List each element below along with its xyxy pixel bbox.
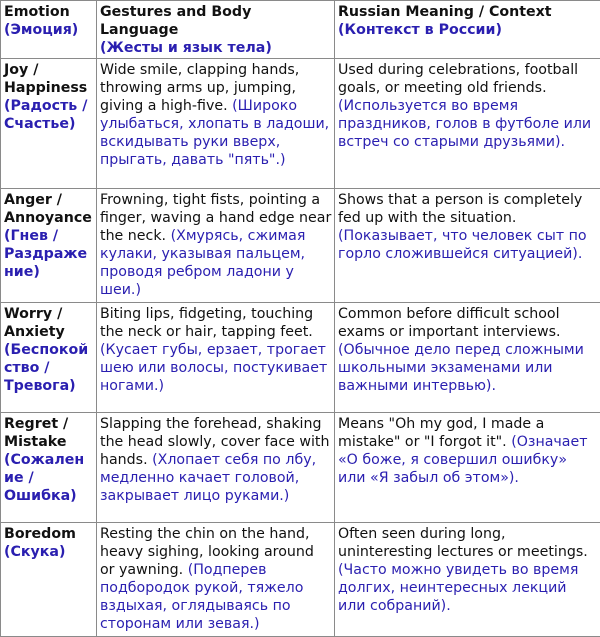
emotion-cell <box>1 189 97 303</box>
header-emotion <box>1 1 97 59</box>
meaning-en: Often seen during long, uninteresting lectures or meetings. <box>338 526 588 560</box>
emotion-cell <box>1 303 97 413</box>
gestures-cell <box>97 523 335 637</box>
meaning-en: Common before difficult school exams or important interviews. <box>338 306 561 340</box>
header-row <box>1 1 600 59</box>
table-row <box>1 189 600 303</box>
header-gestures <box>97 1 335 59</box>
meaning-ru: (Обычное дело перед сложными школьными экзаменами или важными интервью). <box>338 342 584 394</box>
emotion-ru: (Скука) <box>4 544 65 560</box>
gestures-ru: (Подперев подбородок рукой, тяжело вздыхая, оглядываясь по сторонам или зевая.) <box>100 562 303 632</box>
table-row <box>1 59 600 189</box>
gestures-ru: (Кусает губы, ерзает, трогает шею или волосы, постукивает ногами.) <box>100 342 327 394</box>
emotion-en: Joy / Happiness <box>4 62 87 96</box>
emotion-en: Boredom <box>4 526 76 542</box>
meaning-cell <box>335 303 600 413</box>
meaning-cell <box>335 59 600 189</box>
emotion-ru: (Гнев / Раздражение) <box>4 228 87 280</box>
gestures-cell <box>97 59 335 189</box>
emotion-en: Worry / Anxiety <box>4 306 65 340</box>
gestures-en: Frowning, tight fists, pointing a finger, waving a hand edge near the neck. <box>100 192 331 244</box>
gestures-cell <box>97 413 335 523</box>
gestures-ru: (Широко улыбаться, хлопать в ладоши, вскидывать руки вверх, прыгать, давать "пять".) <box>100 98 329 168</box>
meaning-ru: (Используется во время праздников, голов в футболе или встреч со старыми друзьями). <box>338 98 591 150</box>
emotion-cell <box>1 59 97 189</box>
meaning-cell <box>335 189 600 303</box>
header-emotion-en: Emotion <box>4 4 70 20</box>
header-emotion-ru: (Эмоция) <box>4 22 78 38</box>
table-row <box>1 523 600 637</box>
header-meaning-en: Russian Meaning / Context <box>338 4 552 20</box>
table-row <box>1 413 600 523</box>
gestures-en: Wide smile, clapping hands, throwing arms up, jumping, giving a high-five. <box>100 62 299 114</box>
header-gestures-en: Gestures and Body Language <box>100 4 251 38</box>
meaning-en: Shows that a person is completely fed up with the situation. <box>338 192 582 226</box>
emotion-en: Regret / Mistake <box>4 416 68 450</box>
table-row <box>1 303 600 413</box>
gestures-cell <box>97 189 335 303</box>
header-gestures-ru: (Жесты и язык тела) <box>100 40 272 56</box>
meaning-cell <box>335 523 600 637</box>
meaning-en: Means "Oh my god, I made a mistake" or "I forgot it". <box>338 416 544 450</box>
meaning-cell <box>335 413 600 523</box>
header-meaning-ru: (Контекст в России) <box>338 22 502 38</box>
gestures-cell <box>97 303 335 413</box>
emotion-ru: (Радость / Счастье) <box>4 98 87 132</box>
gestures-en: Biting lips, fidgeting, touching the neck or hair, tapping feet. <box>100 306 313 340</box>
emotion-ru: (Беспокойство / Тревога) <box>4 342 88 394</box>
header-meaning <box>335 1 600 59</box>
gestures-en: Resting the chin on the hand, heavy sighing, looking around or yawning. <box>100 526 314 578</box>
meaning-ru: (Означает «О боже, я совершил ошибку» или «Я забыл об этом»). <box>338 434 588 486</box>
meaning-ru: (Часто можно увидеть во время долгих, неинтересных лекций или собраний). <box>338 562 578 614</box>
gestures-en: Slapping the forehead, shaking the head slowly, cover face with hands. <box>100 416 329 468</box>
meaning-ru: (Показывает, что человек сыт по горло сложившейся ситуацией). <box>338 228 587 262</box>
emotion-cell <box>1 413 97 523</box>
emotion-en: Anger / Annoyance <box>4 192 92 226</box>
meaning-en: Used during celebrations, football goals, or meeting old friends. <box>338 62 578 96</box>
emotion-ru: (Сожаление / Ошибка) <box>4 452 84 504</box>
gestures-ru: (Хмурясь, сжимая кулаки, указывая пальцем, проводя ребром ладони у шеи.) <box>100 228 305 298</box>
emotion-cell <box>1 523 97 637</box>
gestures-ru: (Хлопает себя по лбу, медленно качает головой, закрывает лицо руками.) <box>100 452 316 504</box>
